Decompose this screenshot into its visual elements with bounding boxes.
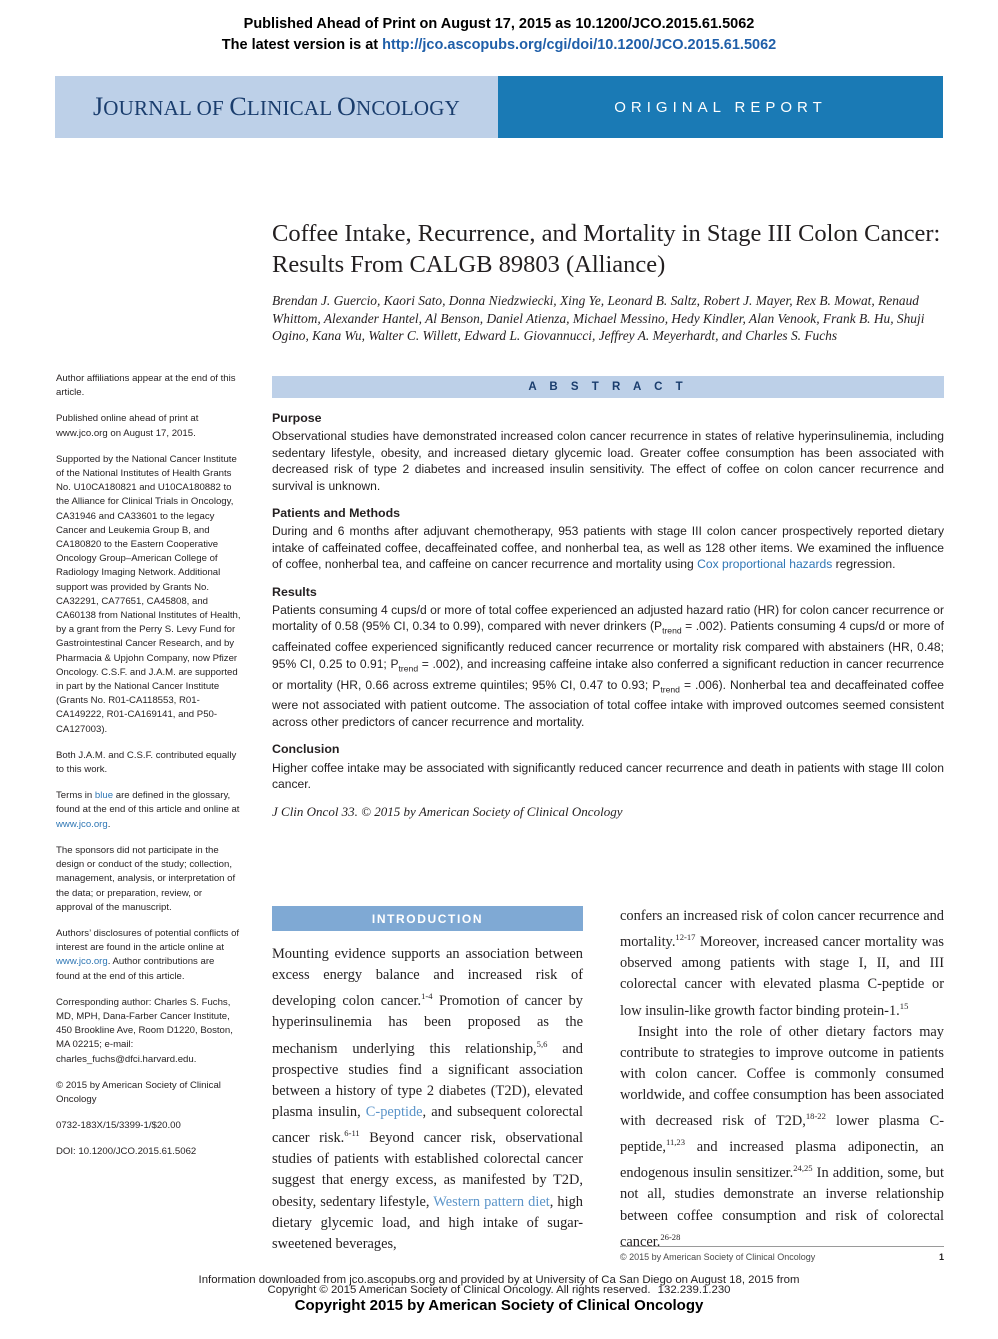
c2-ref2: 15 [899, 1000, 909, 1011]
c2-p2-ref1: 18-22 [805, 1111, 826, 1122]
c2-t2: Moreover, increased cancer mortality was observed among patients with stage I, II, and III colorectal cancer with elevated plasma C-peptide or low insulin-like growth factor binding protein-1. [620, 934, 944, 1019]
note-glossary-a: Terms in [56, 790, 95, 802]
abstract-methods-label: Patients and Methods [272, 506, 401, 521]
intro-paragraph-1-cont [620, 906, 944, 1022]
abstract-citation: J Clin Oncol 33. © 2015 by American Society of Clinical Oncology [272, 804, 623, 820]
stamp-line-1: Published Ahead of Print on August 17, 2015 as 10.1200/JCO.2015.61.5062 [243, 16, 755, 32]
section-label: ORIGINAL REPORT [614, 98, 827, 116]
c2-p2-ref4: 26-28 [660, 1231, 681, 1242]
publication-stamp [0, 14, 998, 56]
download-ip: 132.239.1.230 [657, 1284, 731, 1296]
results-text-a: Patients consuming 4 cups/d or more of total coffee experienced an adjusted hazard ratio (HR) for colon cancer recurrence or mortality of 0.58 (95% CI, 0.34 to 0.99), compared with never drinkers (P [272, 603, 944, 634]
note-glossary-c: . [107, 818, 111, 830]
c2-p2-t3: and increased plasma adiponectin, an endogenous insulin sensitizer. [620, 1139, 944, 1182]
c1-t6: , high dietary glycemic load, and high intake of sugar-sweetened beverages, [272, 1193, 584, 1253]
note-equal-contribution: Both J.A.M. and C.S.F. contributed equally to this work. [56, 749, 237, 776]
abstract-conclusion [272, 741, 944, 792]
c1-t5: Beyond cancer risk, observational studies of patients with established colorectal cancer suggest that energy excess, as manifested by T2D, obesity, sedentary lifestyle, [272, 1130, 583, 1210]
c1-t4: , and subsequent colorectal cancer risk. [272, 1104, 583, 1147]
introduction-banner [272, 906, 583, 931]
journal-title: JOURNAL OF CLINICAL ONCOLOGY [92, 92, 461, 121]
c1-ref3: 6-11 [344, 1128, 360, 1139]
doi-link[interactable]: http://jco.ascopubs.org/cgi/doi/10.1200/JCO.2015.61.5062 [382, 37, 777, 53]
author-list: Brendan J. Guercio, Kaori Sato, Donna Niedzwiecki, Xing Ye, Leonard B. Saltz, Robert J. Mayer, Rex B. Mowat, Renaud Whittom, Alexander Hantel, Al Benson, Daniel Atienza, Michael Messino, Hedy Kindler, Alan Venook, Frank B. Hu, Shuji Ogino, Kana Wu, Walter C. Willett, Edward L. Giovannucci, Jeffrey A. Meyerhardt, and Charles S. Fuchs [272, 293, 925, 343]
intro-paragraph-1 [272, 944, 583, 1255]
stamp-line-2-prefix: The latest version is at [221, 37, 383, 53]
page-number: 1 [938, 1252, 944, 1262]
footer-copyright: © 2015 by American Society of Clinical Oncology [620, 1252, 816, 1262]
western-pattern-diet-link[interactable]: Western pattern diet [433, 1193, 550, 1210]
results-sub-a: trend [662, 625, 682, 636]
abstract-methods [272, 505, 944, 573]
copyright-note-text: Copyright © 2015 American Society of Clinical Oncology. All rights reserved. [267, 1284, 651, 1296]
section-banner [498, 76, 943, 138]
c2-ref1: 12-17 [675, 932, 696, 943]
body-column-left [272, 944, 583, 1255]
c2-p2-ref2: 11,23 [665, 1137, 685, 1148]
c2-p2-t1: Insight into the role of other dietary factors may contribute to strategies to improve outcome in patients with colon cancer. Coffee is commonly consumed worldwide, and coffee consumption has been associated with decreased risk of T2D, [620, 1023, 944, 1130]
c1-ref2: 5,6 [536, 1038, 548, 1049]
body-column-right [620, 906, 944, 1253]
c1-t2: Promotion of cancer by hyperinsulinemia has been proposed as the mechanism underlying this relationship, [272, 993, 583, 1057]
note-disclosures-a: Authors’ disclosures of potential conflicts of interest are found in the article online at [56, 927, 240, 954]
results-text-c: = .002), and increasing caffeine intake also conferred a significant reduction in cancer recurrence or mortality (HR, 0.66 across extreme quintiles; 95% CI, 0.47 to 0.93; P [272, 656, 944, 692]
jco-link-2[interactable]: www.jco.org [56, 956, 108, 968]
abstract-purpose-label: Purpose [272, 411, 322, 425]
note-published-online: Published online ahead of print at www.jco.org on August 17, 2015. [56, 413, 199, 439]
introduction-heading: INTRODUCTION [371, 911, 484, 926]
methods-text-b: regression. [832, 557, 896, 572]
note-disclosures-b: . Author contributions are found at the end of this article. [56, 956, 215, 982]
intro-paragraph-2 [620, 1022, 944, 1253]
abstract-purpose-text: Observational studies have demonstrated increased colon cancer recurrence in states of relative hyperinsulinemia, including sedentary lifestyle, obesity, and increased dietary glycemic load. Greater coffee consumption has been associated with decreased risk of type 2 diabetes and increased insulin sensitivity. The effect of coffee on colon cancer recurrence and survival is unknown. [272, 429, 944, 493]
glossary-blue-link[interactable]: blue [94, 790, 114, 802]
download-note-text: Information downloaded from jco.ascopubs.org and provided by at University of Ca San Diego on August 18, 2015 from [198, 1274, 800, 1286]
stamp-line-2 [0, 35, 998, 56]
note-sponsors: The sponsors did not participate in the design or conduct of the study; collection, management, analysis, or interpretation of the data; or preparation, review, or approval of the manuscript. [56, 844, 236, 913]
copyright-bold: Copyright 2015 by American Society of Clinical Oncology [294, 1297, 704, 1314]
c2-p2-t4: In addition, some, but not all, studies demonstrate an inverse relationship between coffee consumption and risk of colorectal cancer. [620, 1165, 944, 1250]
note-doi: DOI: 10.1200/JCO.2015.61.5062 [56, 1146, 197, 1158]
note-funding: Supported by the National Cancer Institute of the National Institutes of Health Grants No. U10CA180821 and U10CA180882 to the Alliance for Clinical Trials in Oncology, CA31946 and CA33601 to the legacy Cancer and Leukemia Group B, and CA180820 to the Eastern Cooperative Oncology Group–American College of Radiology Imaging Network. Additional support was provided by Grants No. CA32291, CA77651, CA45808, and CA60138 from National Institutes of Health, by a grant from the Perry S. Levy Fund for Gastrointestinal Cancer Research, and by Pharmacia & Upjohn Company, now Pfizer Oncology. C.S.F. and J.A.M. are supported in part by the National Cancer Institute (Grants No. R01-CA118553, R01-CA149222, R01-CA169141, and P50-CA127003). [56, 453, 241, 735]
abstract-heading: A B S T R A C T [528, 381, 688, 393]
copyright-note [0, 1282, 998, 1298]
note-copyright: © 2015 by American Society of Clinical Oncology [56, 1079, 221, 1105]
abstract-banner [272, 376, 944, 398]
c1-ref1: 1-4 [421, 991, 433, 1002]
methods-text-a: During and 6 months after adjuvant chemotherapy, 953 patients with stage III colon cancer prospectively reported dietary intake of caffeinated coffee, decaffeinated coffee, and nonherbal tea, as well as 128 other items. We examined the influence of coffee, nonherbal tea, and caffeine on cancer recurrence and mortality using [272, 524, 944, 572]
c1-t3: and prospective studies find a significant association between a history of type 2 diabetes (T2D), elevated plasma insulin, [272, 1040, 583, 1121]
abstract-conclusion-text: Higher coffee intake may be associated with significantly reduced cancer recurrence and death in patients with stage III colon cancer. [272, 760, 944, 791]
page-title: Coffee Intake, Recurrence, and Mortality in Stage III Colon Cancer: Results From CALGB 89803 (Alliance) [272, 220, 941, 278]
c2-p2-t2: lower plasma C-peptide, [620, 1113, 945, 1156]
note-glossary-b: are defined in the glossary, found at the end of this article and online at [56, 790, 240, 816]
note-issn: 0732-183X/15/3399-1/$20.00 [56, 1120, 181, 1132]
abstract-body [272, 410, 944, 821]
results-text-b: = .002). Patients consuming 4 cups/d or more of caffeinated coffee experienced significantly reduced cancer recurrence or mortality risk compared with abstainers (HR, 0.48; 95% CI, 0.25 to 0.91; P [272, 619, 944, 671]
c2-t1: confers an increased risk of colon cancer recurrence and mortality. [620, 908, 944, 950]
cox-model-link[interactable]: Cox proportional hazards [697, 557, 833, 572]
footer-divider [620, 1246, 944, 1247]
abstract-purpose [272, 410, 944, 494]
jco-link-1[interactable]: www.jco.org [56, 818, 108, 830]
c1-t1: Mounting evidence supports an association between excess energy balance and increased risk of developing colon cancer. [272, 946, 583, 1010]
abstract-methods-text [272, 523, 944, 572]
note-glossary [56, 789, 241, 832]
results-sub-c: trend [660, 683, 680, 694]
results-text-d: = .006). Nonherbal tea and decaffeinated coffee were not associated with patient outcome. The association of total coffee intake with improved outcomes seemed consistent across other predictors of cancer recurrence and mortality. [272, 677, 944, 729]
note-corresponding-author: Corresponding author: Charles S. Fuchs, MD, MPH, Dana-Farber Cancer Institute, 450 Brookline Ave, Room D1220, Boston, MA 02215; e-mail: charles_fuchs@dfci.harvard.edu. [56, 996, 233, 1065]
abstract-conclusion-label: Conclusion [272, 742, 340, 757]
c2-p2-ref3: 24,25 [793, 1163, 813, 1174]
abstract-results-text [272, 602, 944, 730]
journal-logo [55, 76, 498, 138]
note-disclosures [56, 927, 241, 984]
masthead [55, 76, 943, 138]
sidebar-notes [56, 372, 241, 1172]
abstract-results [272, 584, 944, 730]
c-peptide-link[interactable]: C-peptide [365, 1104, 423, 1121]
results-sub-b: trend [398, 663, 419, 674]
abstract-results-label: Results [272, 584, 317, 599]
footer-credit [620, 1252, 944, 1262]
note-affiliations: Author affiliations appear at the end of this article. [56, 373, 236, 399]
